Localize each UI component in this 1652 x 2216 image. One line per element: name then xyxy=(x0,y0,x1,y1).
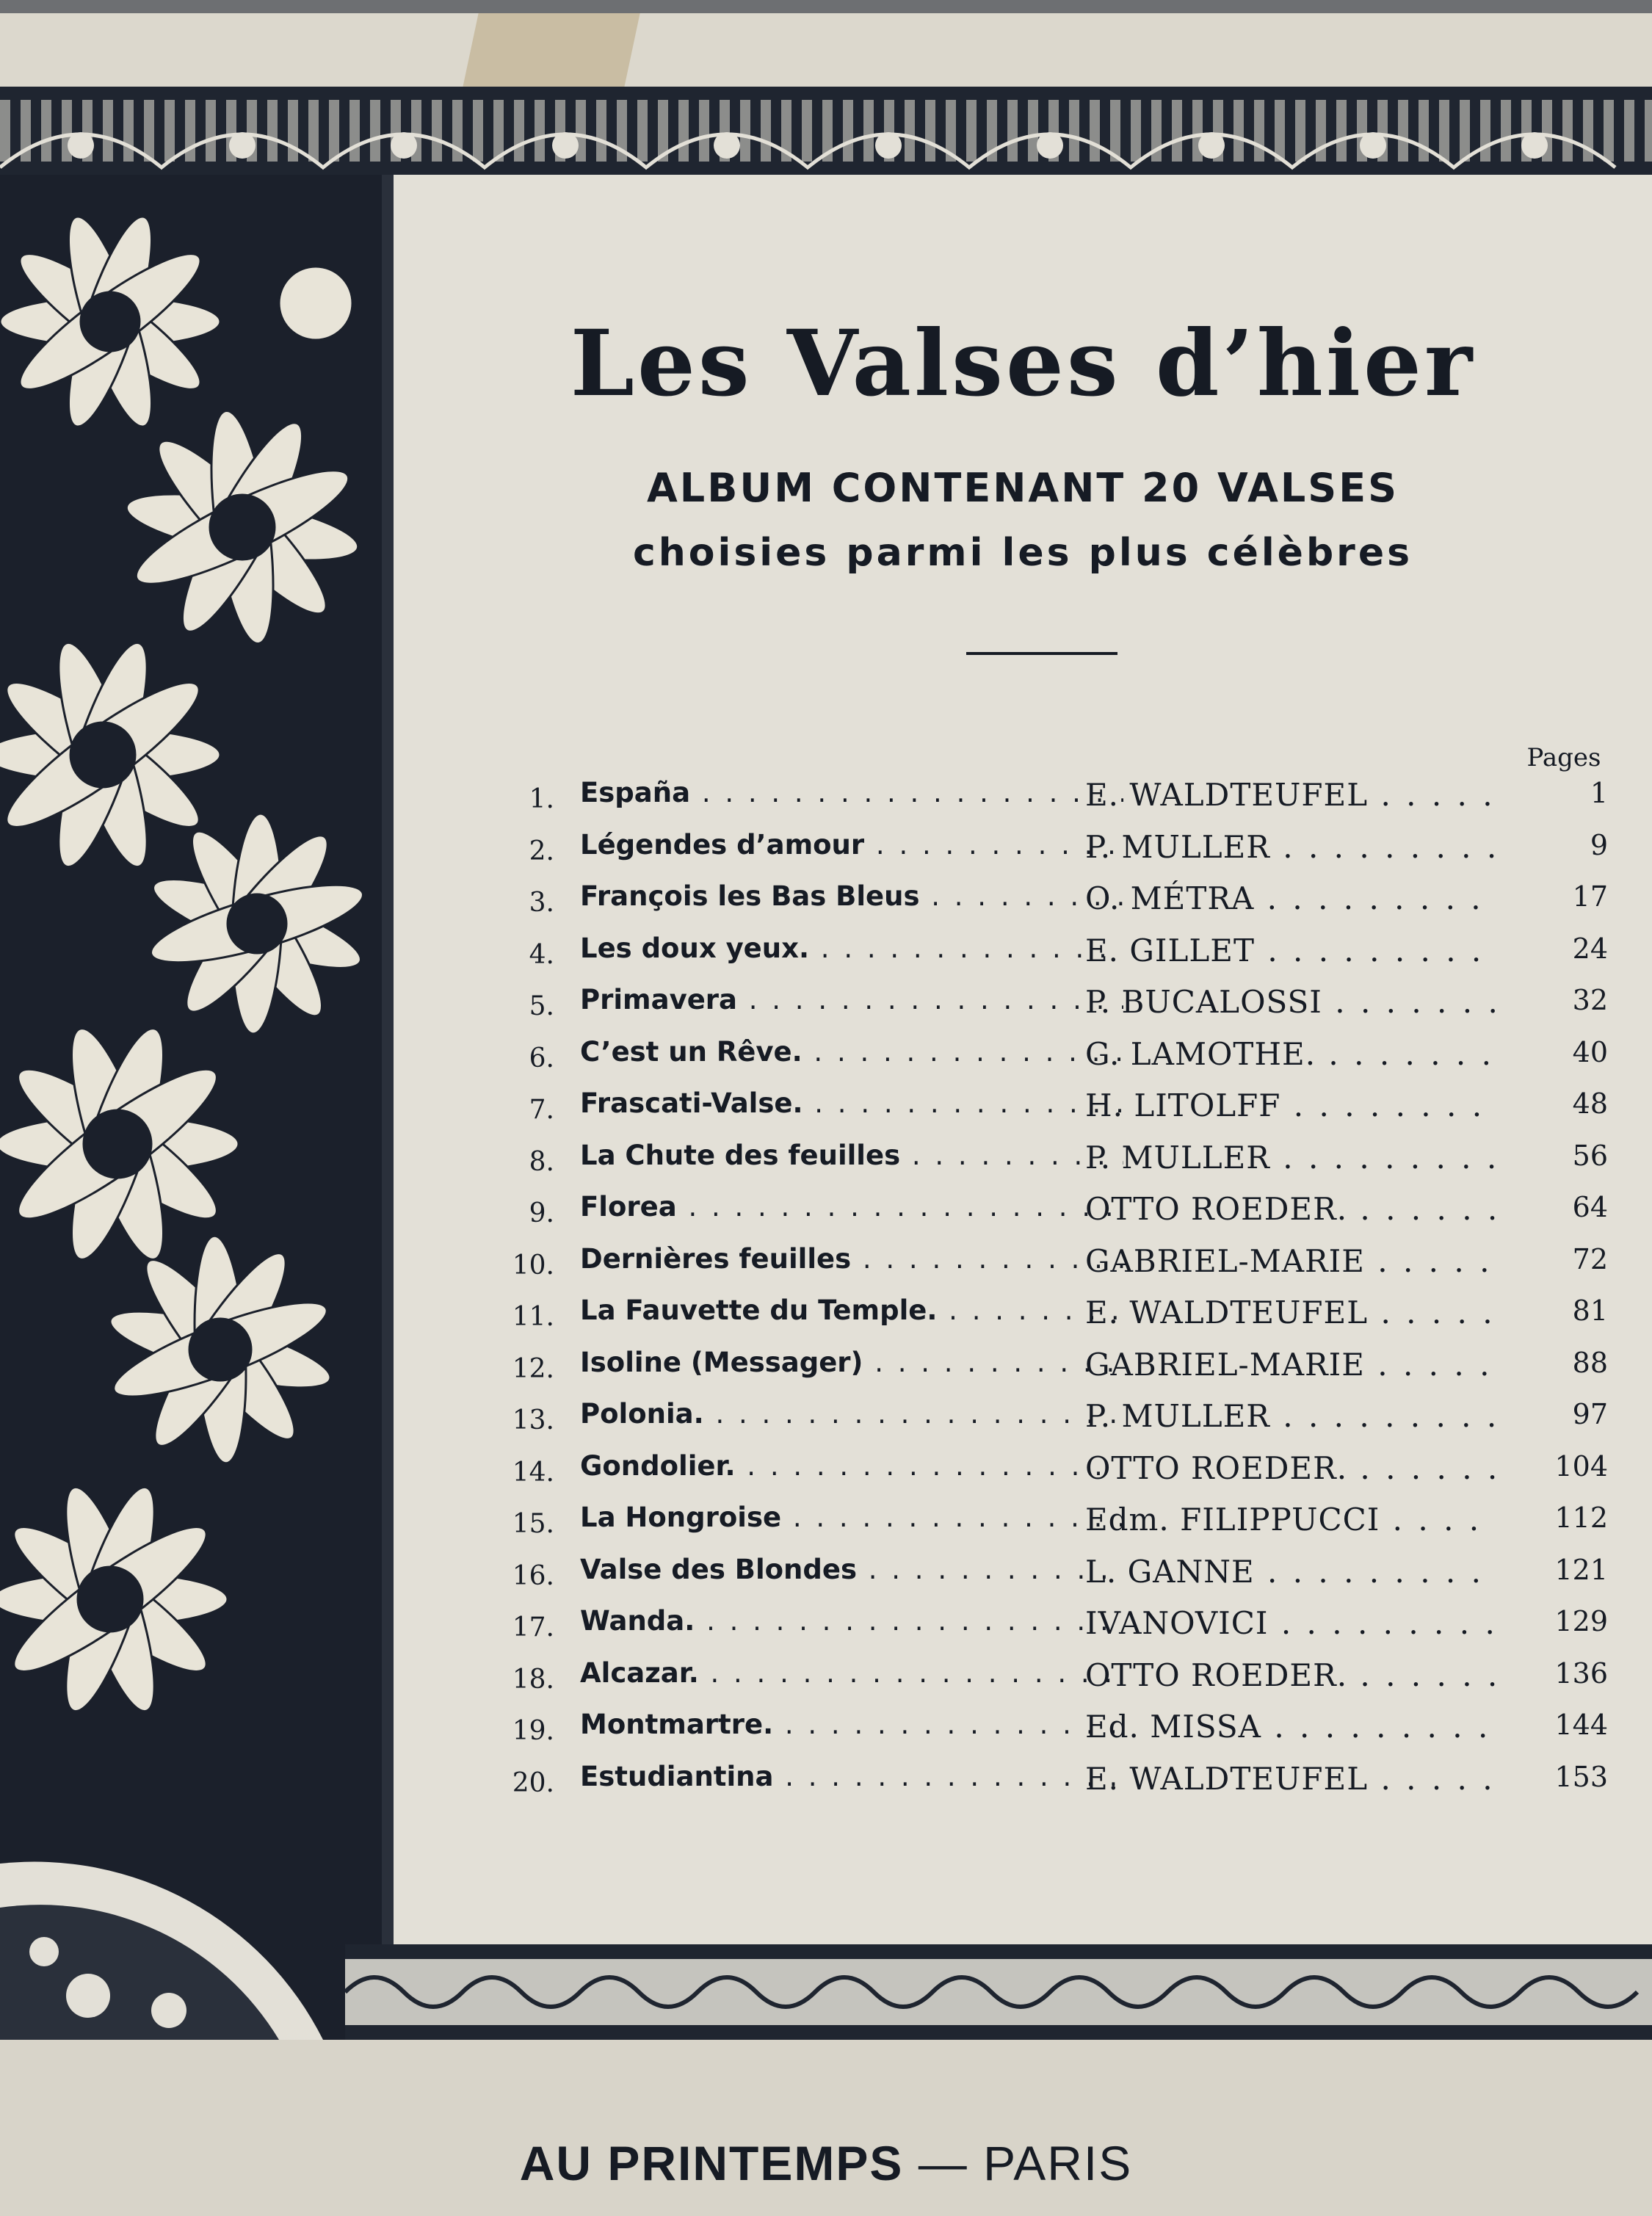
entry-page: 88 xyxy=(1572,1346,1608,1379)
entry-number: 13. xyxy=(512,1405,554,1435)
entry-title: La Chute des feuilles . . . xyxy=(580,1140,1123,1171)
entry-page: 32 xyxy=(1572,984,1608,1016)
entry-number: 10. xyxy=(512,1250,554,1281)
entry-title: François les Bas Bleus . . . xyxy=(580,880,1123,912)
entry-title: Gondolier. . . . xyxy=(580,1450,1123,1482)
toc-entry xyxy=(477,1398,1652,1449)
entry-page: 72 xyxy=(1572,1242,1608,1275)
top-ornamental-border xyxy=(0,87,1652,175)
entry-number: 6. xyxy=(529,1043,554,1073)
entry-page: 48 xyxy=(1572,1087,1608,1120)
entry-number: 5. xyxy=(529,991,554,1021)
entry-number: 12. xyxy=(512,1353,554,1384)
floral-border-panel xyxy=(0,175,382,2040)
toc-entry xyxy=(477,1450,1652,1502)
entry-composer: L. GANNE . . . xyxy=(1085,1554,1496,1590)
entry-composer: OTTO ROEDER. . . . xyxy=(1085,1191,1496,1227)
entry-composer: GABRIEL-MARIE . . . xyxy=(1085,1347,1496,1383)
entry-composer: Edm. FILIPPUCCI . . . xyxy=(1085,1502,1496,1538)
entry-composer: P. MULLER . . . xyxy=(1085,829,1496,865)
entry-page: 153 xyxy=(1554,1760,1608,1793)
entry-number: 1. xyxy=(529,784,554,814)
bottom-border-scroll xyxy=(345,1944,1652,2040)
entry-number: 17. xyxy=(512,1612,554,1643)
entry-composer: E. WALDTEUFEL . . . xyxy=(1085,1295,1496,1330)
entry-title: Florea . . . xyxy=(580,1191,1123,1223)
entry-title: Wanda. . . . xyxy=(580,1605,1123,1637)
entry-title: La Fauvette du Temple. . . . xyxy=(580,1295,1123,1326)
entry-composer: OTTO ROEDER. . . . xyxy=(1085,1657,1496,1693)
toc-entry xyxy=(477,1502,1652,1553)
entry-number: 18. xyxy=(512,1664,554,1695)
passion-flower-illustration xyxy=(0,175,382,2040)
entry-page: 129 xyxy=(1554,1605,1608,1637)
entry-page: 104 xyxy=(1554,1449,1608,1482)
entry-composer: OTTO ROEDER. . . . xyxy=(1085,1450,1496,1486)
toc-entry xyxy=(477,1036,1652,1087)
entry-title: Frascati-Valse. . . . xyxy=(580,1087,1123,1119)
toc-entry xyxy=(477,1191,1652,1242)
entry-composer: O. MÉTRA . . . xyxy=(1085,880,1496,916)
album-title: Les Valses d’hier xyxy=(570,311,1476,417)
entry-number: 2. xyxy=(529,836,554,866)
entry-title: La Hongroise . . . xyxy=(580,1502,1123,1533)
entry-page: 40 xyxy=(1572,1035,1608,1068)
entry-number: 20. xyxy=(512,1767,554,1798)
entry-page: 144 xyxy=(1554,1709,1608,1741)
entry-page: 24 xyxy=(1572,932,1608,965)
entry-composer: Ed. MISSA . . . xyxy=(1085,1709,1496,1745)
toc-entry xyxy=(477,1657,1652,1709)
pages-column-header: Pages xyxy=(1526,743,1601,772)
entry-page: 9 xyxy=(1590,828,1608,861)
entry-number: 11. xyxy=(512,1302,554,1332)
entry-number: 15. xyxy=(512,1509,554,1539)
entry-number: 9. xyxy=(529,1198,554,1228)
entry-number: 16. xyxy=(512,1560,554,1591)
toc-entry xyxy=(477,1087,1652,1139)
publisher-footer xyxy=(0,2135,1652,2191)
entry-page: 64 xyxy=(1572,1191,1608,1223)
footer-separator: — xyxy=(918,2136,968,2190)
entry-page: 1 xyxy=(1590,777,1608,809)
album-subtitle-line1: ALBUM CONTENANT 20 VALSES xyxy=(647,465,1399,511)
entry-page: 112 xyxy=(1554,1502,1608,1534)
toc-entry xyxy=(477,1243,1652,1295)
entry-title: Légendes d’amour . . . xyxy=(580,829,1123,861)
entry-title: Valse des Blondes . . . xyxy=(580,1554,1123,1585)
left-border-edge xyxy=(382,175,394,2040)
publisher-name: AU PRINTEMPS xyxy=(519,2136,904,2190)
toc-entry xyxy=(477,1140,1652,1191)
toc-entry xyxy=(477,1761,1652,1812)
entry-composer: G. LAMOTHE. . . . xyxy=(1085,1036,1496,1072)
entry-number: 3. xyxy=(529,888,554,918)
entry-composer: P. MULLER . . . xyxy=(1085,1398,1496,1434)
toc-entry xyxy=(477,933,1652,984)
entry-composer: E. GILLET . . . xyxy=(1085,933,1496,968)
entry-number: 8. xyxy=(529,1146,554,1177)
toc-entry xyxy=(477,1554,1652,1605)
entry-number: 19. xyxy=(512,1716,554,1746)
entry-composer: P. BUCALOSSI . . . xyxy=(1085,984,1496,1020)
entry-title: Estudiantina . . . xyxy=(580,1761,1123,1792)
entry-page: 56 xyxy=(1572,1139,1608,1172)
toc-entry xyxy=(477,1709,1652,1760)
toc-entry xyxy=(477,880,1652,932)
entry-title: C’est un Rêve. . . . xyxy=(580,1036,1123,1068)
entry-title: Dernières feuilles . . . xyxy=(580,1243,1123,1275)
sheet-music-cover xyxy=(0,13,1652,2203)
bottom-ornamental-border xyxy=(345,1944,1652,2040)
top-border-rosettes xyxy=(0,87,1652,175)
entry-composer: H. LITOLFF . . . xyxy=(1085,1087,1496,1123)
entry-number: 14. xyxy=(512,1457,554,1488)
toc-entry xyxy=(477,1605,1652,1656)
toc-entry xyxy=(477,777,1652,828)
entry-title: España . . . xyxy=(580,777,1123,808)
entry-composer: E. WALDTEUFEL . . . xyxy=(1085,1761,1496,1797)
publisher-city: PARIS xyxy=(983,2136,1133,2190)
entry-page: 97 xyxy=(1572,1398,1608,1430)
entry-page: 121 xyxy=(1554,1553,1608,1586)
entry-composer: IVANOVICI . . . xyxy=(1085,1605,1496,1641)
entry-page: 81 xyxy=(1572,1295,1608,1327)
entry-composer: GABRIEL-MARIE . . . xyxy=(1085,1243,1496,1279)
entry-page: 136 xyxy=(1554,1656,1608,1690)
toc-entry xyxy=(477,984,1652,1035)
entry-title: Les doux yeux. . . . xyxy=(580,933,1123,964)
entry-title: Polonia. . . . xyxy=(580,1398,1123,1430)
toc-entry xyxy=(477,1347,1652,1398)
toc-entry xyxy=(477,829,1652,880)
album-subtitle-line2: choisies parmi les plus célèbres xyxy=(632,531,1413,575)
entry-title: Primavera . . . xyxy=(580,984,1123,1015)
entry-title: Isoline (Messager) . . . xyxy=(580,1347,1123,1378)
entry-composer: E. WALDTEUFEL . . . xyxy=(1085,777,1496,813)
entry-title: Alcazar. . . . xyxy=(580,1657,1123,1689)
entry-page: 17 xyxy=(1572,880,1608,913)
entry-composer: P. MULLER . . . xyxy=(1085,1140,1496,1176)
divider-rule xyxy=(966,652,1117,655)
toc-entry xyxy=(477,1295,1652,1346)
torn-paper-corner xyxy=(461,13,640,94)
entry-number: 7. xyxy=(529,1095,554,1125)
entry-number: 4. xyxy=(529,939,554,970)
entry-title: Montmartre. . . . xyxy=(580,1709,1123,1740)
